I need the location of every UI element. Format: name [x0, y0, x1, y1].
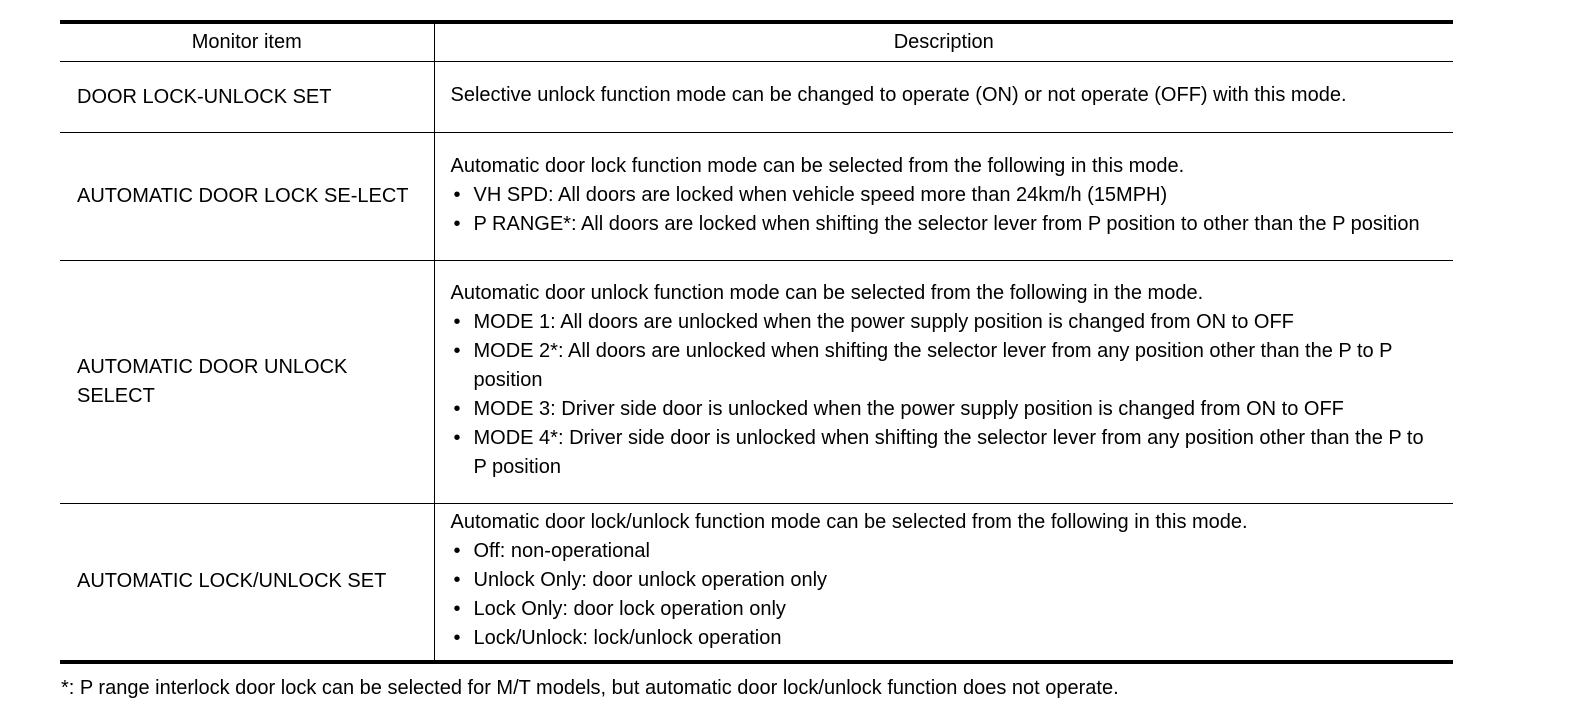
option-item: • MODE 1: All doors are unlocked when the power supply position is changed from ON to OFF — [451, 308, 1440, 337]
footnote: *: P range interlock door lock can be selected for M/T models, but automatic door lock/unlock function does not operate. — [61, 677, 1119, 699]
option-item: • MODE 2*: All doors are unlocked when shifting the selector lever from any position other than the P to P position — [451, 337, 1440, 395]
monitor-item-cell: AUTOMATIC DOOR UNLOCK SELECT — [60, 261, 434, 504]
description-intro: Automatic door lock function mode can be selected from the following in this mode. — [450, 154, 1185, 177]
table-row — [60, 504, 1453, 662]
option-list — [451, 308, 1440, 482]
option-item: • P RANGE*: All doors are locked when shifting the selector lever from P position to other than the P position — [451, 210, 1440, 239]
table-row — [60, 261, 1453, 504]
description-intro: Automatic door lock/unlock function mode can be selected from the following in this mode. — [450, 510, 1248, 533]
monitor-item-cell: AUTOMATIC LOCK/UNLOCK SET — [60, 504, 434, 662]
description-cell — [434, 261, 1453, 504]
table-row — [60, 133, 1453, 261]
description-cell — [434, 62, 1453, 133]
monitor-item-table — [60, 20, 1453, 664]
option-item: • Lock Only: door lock operation only — [451, 595, 1440, 624]
table-header-row — [60, 22, 1453, 62]
option-item: • VH SPD: All doors are locked when vehicle speed more than 24km/h (15MPH) — [451, 181, 1440, 210]
column-header-description: Description — [893, 31, 994, 53]
option-list — [451, 181, 1440, 239]
column-header-monitor-item: Monitor item — [60, 22, 434, 62]
option-item: • MODE 4*: Driver side door is unlocked when shifting the selector lever from any position other than the P to P position — [451, 424, 1440, 482]
monitor-item-cell: AUTOMATIC DOOR LOCK SE-LECT — [60, 133, 434, 261]
description-cell — [434, 504, 1453, 662]
option-list — [451, 537, 1440, 653]
option-item: • Lock/Unlock: lock/unlock operation — [451, 624, 1440, 653]
option-item: • Unlock Only: door unlock operation only — [451, 566, 1440, 595]
table-row — [60, 62, 1453, 133]
option-item: • MODE 3: Driver side door is unlocked when the power supply position is changed from ON to OFF — [451, 395, 1440, 424]
description-cell — [434, 133, 1453, 261]
monitor-item-cell: DOOR LOCK-UNLOCK SET — [60, 62, 434, 133]
option-item: • Off: non-operational — [451, 537, 1440, 566]
description-intro: Selective unlock function mode can be changed to operate (ON) or not operate (OFF) with this mode. — [450, 84, 1347, 106]
description-intro: Automatic door unlock function mode can be selected from the following in the mode. — [450, 282, 1204, 304]
